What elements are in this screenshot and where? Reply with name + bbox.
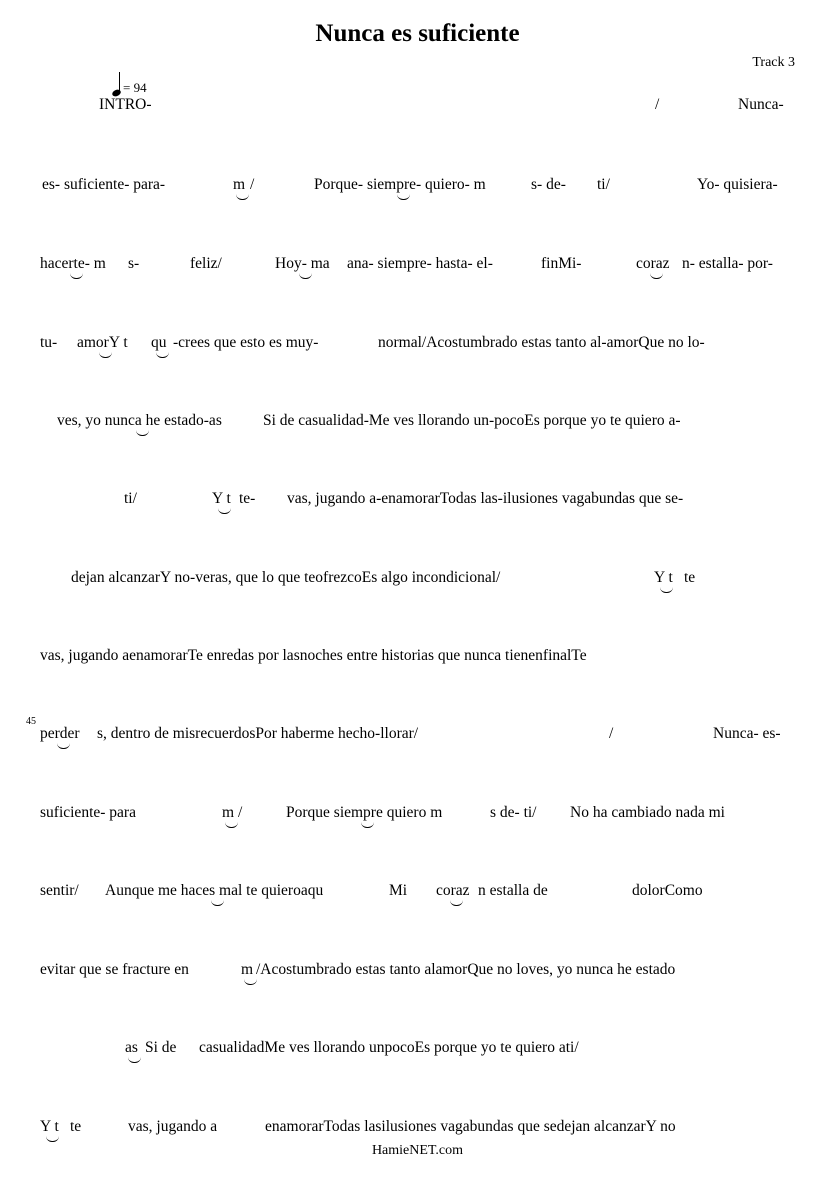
lyric-tie: m: [241, 961, 254, 978]
lyric-tie: ves, yo nunca he estado-as: [57, 412, 222, 429]
lyric-syllable: /: [609, 725, 614, 742]
lyric-syllable: es- suficiente- para-: [42, 176, 166, 193]
lyric-line: [0, 647, 835, 669]
lyric-syllable: /Acostumbrado estas tanto alamorQue no loves, yo nunca he estado: [256, 961, 676, 978]
lyric-syllable: /: [250, 176, 255, 193]
lyric-syllable: INTRO-: [99, 96, 152, 113]
lyric-syllable: Nunca-: [738, 96, 784, 113]
lyric-syllable: s- de-: [531, 176, 566, 193]
lyric-syllable: Mi: [389, 882, 408, 899]
lyric-syllable: vas, jugando a-enamorarTodas las-ilusiones vagabundas que se-: [287, 490, 684, 507]
lyric-syllable: te-: [239, 490, 256, 507]
lyric-tie: amorY t: [77, 334, 128, 351]
lyric-syllable: No ha cambiado nada mi: [570, 804, 725, 821]
lyric-tie: qu: [151, 334, 167, 351]
lyric-tie: m: [233, 176, 246, 193]
lyric-syllable: /: [238, 804, 243, 821]
lyric-line: [0, 882, 835, 904]
lyric-line: [0, 569, 835, 591]
lyric-syllable: finMi-: [541, 255, 582, 272]
lyric-syllable: n estalla de: [478, 882, 548, 899]
lyric-syllable: vas, jugando a: [128, 1118, 218, 1135]
lyric-line: [0, 804, 835, 826]
lyric-syllable: evitar que se fracture en: [40, 961, 189, 978]
lyric-syllable: Si de casualidad-Me ves llorando un-pocoEs porque yo te quiero a-: [263, 412, 681, 429]
lyric-line: [0, 176, 835, 198]
lyric-line: [0, 334, 835, 356]
lyric-tie: Hoy- ma: [275, 255, 330, 272]
lyric-line: [0, 1039, 835, 1061]
lyric-line: [0, 96, 835, 118]
quarter-note-icon: [112, 72, 121, 96]
song-title: Nunca es suficiente: [315, 20, 520, 47]
lyric-syllable: n- estalla- por-: [682, 255, 773, 272]
lyric-syllable: normal/Acostumbrado estas tanto al-amorQue no lo-: [378, 334, 705, 351]
lyric-line: [0, 725, 835, 747]
lyric-syllable: ana- siempre- hasta- el-: [347, 255, 493, 272]
measure-number: 45: [26, 716, 36, 727]
lyric-syllable: tu-: [40, 334, 58, 351]
lyric-tie: Y t: [212, 490, 231, 507]
lyric-syllable: s, dentro de misrecuerdosPor haberme hecho-llorar/: [97, 725, 419, 742]
lyric-line: [0, 490, 835, 512]
tempo-marking: [112, 72, 147, 96]
lyric-syllable: dolorComo: [632, 882, 703, 899]
tempo-value: = 94: [123, 80, 147, 95]
lyric-tie: as: [125, 1039, 138, 1056]
lyric-tie: Y t: [40, 1118, 59, 1135]
lyric-syllable: -crees que esto es muy-: [173, 334, 319, 351]
lyric-line: [0, 412, 835, 434]
lyric-syllable: Nunca- es-: [713, 725, 781, 742]
lyric-syllable: te: [684, 569, 696, 586]
lyric-tie: Y t: [654, 569, 673, 586]
lyric-tie: coraz: [436, 882, 470, 899]
lyric-syllable: suficiente- para: [40, 804, 136, 821]
lyric-syllable: feliz/: [190, 255, 222, 272]
lyric-syllable: /: [655, 96, 660, 113]
lyric-syllable: Yo- quisiera-: [697, 176, 778, 193]
lyric-tie: coraz: [636, 255, 670, 272]
lyric-syllable: s-: [128, 255, 140, 272]
lyric-tie: Aunque me haces mal te quieroaqu: [105, 882, 324, 899]
lyric-line: [0, 1118, 835, 1140]
lyric-line: [0, 961, 835, 983]
lyric-tie: perder: [40, 725, 80, 742]
lyric-syllable: ti/: [597, 176, 610, 193]
lyric-syllable: casualidadMe ves llorando unpocoEs porque yo te quiero ati/: [199, 1039, 579, 1056]
lyric-syllable: te: [70, 1118, 82, 1135]
lyric-tie: Porque- siempre- quiero- m: [314, 176, 486, 193]
lyric-tie: Porque siempre quiero m: [286, 804, 443, 821]
footer-credit: HamieNET.com: [371, 1143, 464, 1158]
lyric-syllable: s de- ti/: [490, 804, 537, 821]
lyric-syllable: vas, jugando aenamorarTe enredas por lasnoches entre historias que nunca tienenfinalTe: [40, 647, 587, 664]
lyric-syllable: dejan alcanzarY no-veras, que lo que teofrezcoEs algo incondicional/: [71, 569, 501, 586]
lyric-syllable: Si de: [145, 1039, 177, 1056]
lyric-tie: m: [222, 804, 235, 821]
track-label: Track 3: [752, 55, 795, 70]
lyric-syllable: enamorarTodas lasilusiones vagabundas que sedejan alcanzarY no: [265, 1118, 676, 1135]
lyric-line: [0, 255, 835, 277]
lyric-tie: hacerte- m: [40, 255, 106, 272]
lyric-syllable: ti/: [124, 490, 137, 507]
lyric-syllable: sentir/: [40, 882, 79, 899]
